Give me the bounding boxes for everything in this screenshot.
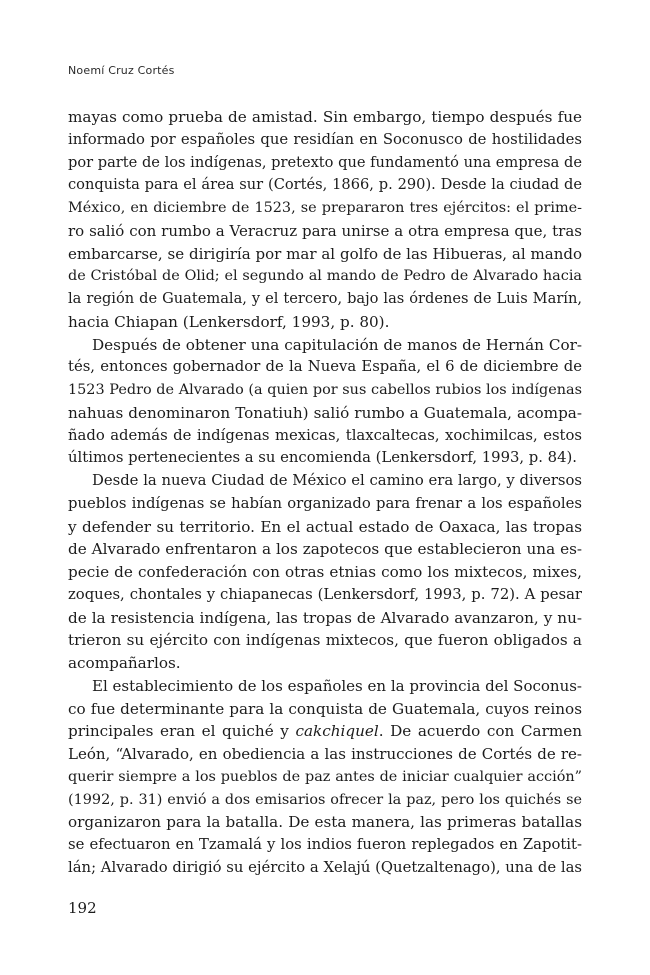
text-line: mayas como prueba de amistad. Sin embargo, tiempo después fue	[68, 108, 582, 126]
text-line: México, en diciembre de 1523, se prepararon tres ejércitos: el prime-	[68, 200, 582, 216]
paragraph-2	[68, 334, 582, 471]
paragraph-1	[68, 106, 582, 334]
text-line: hacia Chiapan (Lenkersdorf, 1993, p. 80).	[68, 312, 390, 331]
text-line: El establecimiento de los españoles en la provincia del Soconus-	[92, 676, 582, 695]
text-line: principales eran el quiché y cakchiquel. De acuerdo con Carmen	[68, 722, 582, 741]
italic-term: cakchiquel	[295, 722, 379, 741]
text-line: lán; Alvarado dirigió su ejército a Xelajú (Quetzaltenago), una de las	[68, 858, 582, 876]
text-line: co fue determinante para la conquista de Guatemala, cuyos reinos	[68, 699, 582, 718]
text-line: ñado además de indígenas mexicas, tlaxcaltecas, xochimilcas, estos	[68, 426, 582, 444]
text-line: se efectuaron en Tzamalá y los indios fueron replegados en Zapotit-	[68, 836, 582, 853]
text-line: nahuas denominaron Tonatiuh) salió rumbo a Guatemala, acompa-	[68, 403, 582, 422]
running-head: Noemí Cruz Cortés	[68, 64, 175, 77]
text-line: (1992, p. 31) envió a dos emisarios ofrecer la paz, pero los quichés se	[68, 791, 582, 808]
text-line: últimos pertenecientes a su encomienda (Lenkersdorf, 1993, p. 84).	[68, 449, 577, 467]
text-line: ro salió con rumbo a Veracruz para unirse a otra empresa que, tras	[68, 221, 582, 240]
text-line: embarcarse, se dirigiría por mar al golfo de las Hibueras, al mando	[68, 244, 582, 263]
text-line: organizaron para la batalla. De esta manera, las primeras batallas	[68, 813, 582, 832]
body-text	[68, 106, 582, 880]
paragraph-4	[68, 675, 582, 880]
text-line: de Cristóbal de Olid; el segundo al mando de Pedro de Alvarado hacia	[68, 268, 582, 285]
text-line: pecie de confederación con otras etnias como los mixtecos, mixes,	[68, 563, 582, 581]
text-line: tés, entonces gobernador de la Nueva España, el 6 de diciembre de	[68, 358, 582, 376]
text-line: y defender su territorio. En el actual estado de Oaxaca, las tropas	[68, 517, 582, 536]
text-line: de Alvarado enfrentaron a los zapotecos que establecieron una es-	[68, 540, 582, 559]
text-line: la región de Guatemala, y el tercero, bajo las órdenes de Luis Marín,	[68, 290, 582, 307]
text-line: pueblos indígenas se habían organizado para frenar a los españoles	[68, 494, 582, 512]
text-line: querir siempre a los pueblos de paz antes de iniciar cualquier acción”	[68, 768, 582, 785]
text-line: por parte de los indígenas, pretexto que fundamentó una empresa de	[68, 153, 582, 171]
text-line: de la resistencia indígena, las tropas de Alvarado avanzaron, y nu-	[68, 608, 582, 627]
text-line: Después de obtener una capitulación de manos de Hernán Cor-	[92, 335, 582, 354]
text-line: Desde la nueva Ciudad de México el camino era largo, y diversos	[92, 472, 582, 489]
text-line: trieron su ejército con indígenas mixtecos, que fueron obligados a	[68, 631, 582, 650]
text-line: 1523 Pedro de Alvarado (a quien por sus cabellos rubios los indígenas	[68, 382, 582, 398]
text-line: informado por españoles que residían en Soconusco de hostilidades	[68, 130, 582, 148]
text-line: conquista para el área sur (Cortés, 1866, p. 290). Desde la ciudad de	[68, 176, 582, 194]
text-line: León, “Alvarado, en obediencia a las instrucciones de Cortés de re-	[68, 745, 582, 763]
paragraph-3	[68, 470, 582, 675]
text-line: zoques, chontales y chiapanecas (Lenkersdorf, 1993, p. 72). A pesar	[68, 585, 582, 603]
text-line: acompañarlos.	[68, 654, 181, 672]
page-number: 192	[68, 899, 97, 917]
